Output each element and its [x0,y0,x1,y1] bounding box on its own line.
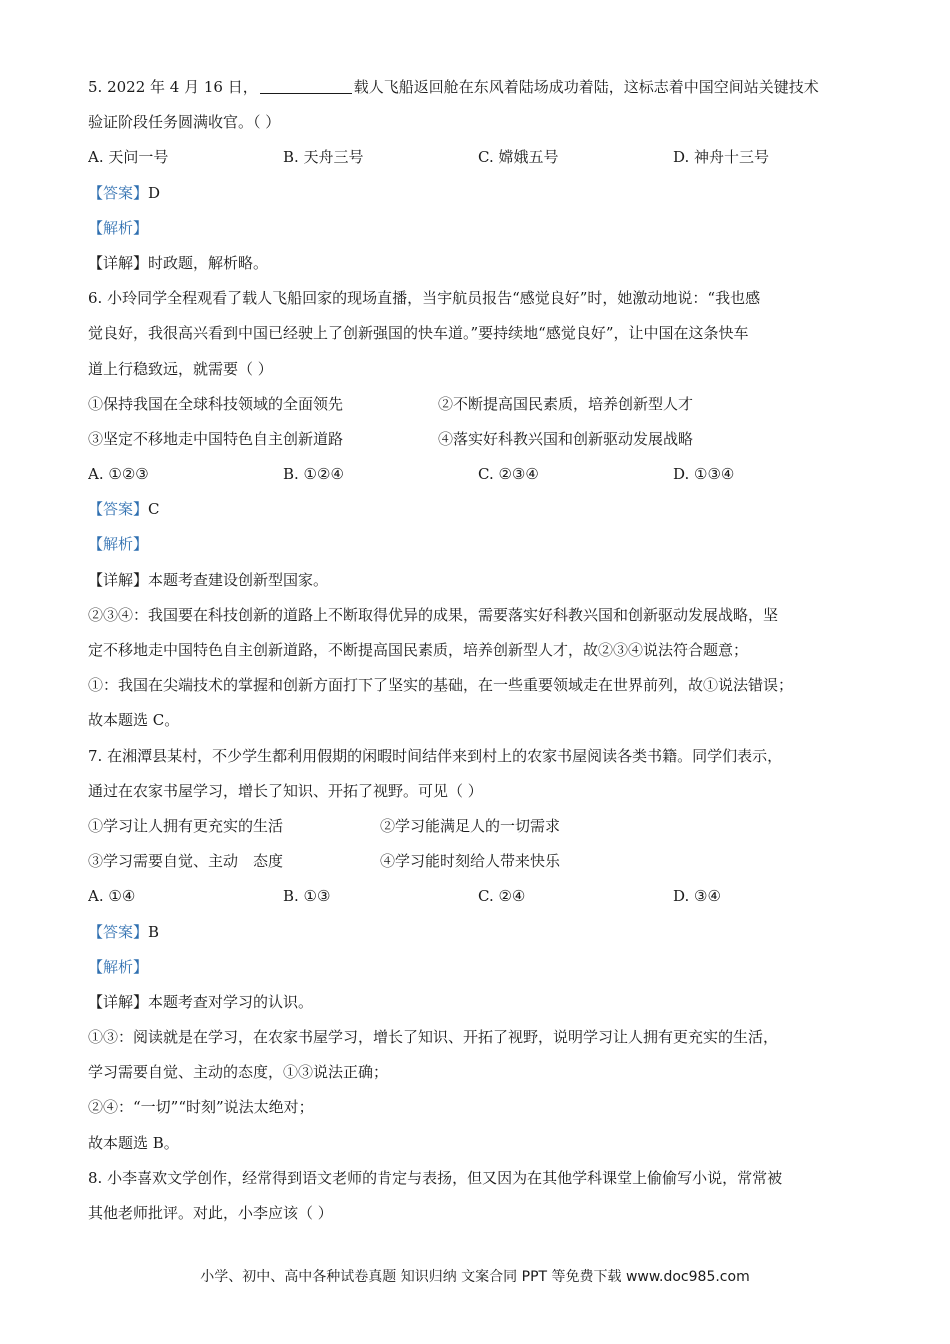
answer-value: D [148,183,161,202]
q6-statement-4: ④落实好科教兴国和创新驱动发展战略 [438,429,694,448]
detail-tag: 【详解】 [88,570,149,589]
exam-page [88,70,868,1231]
q5-option-a: A. 天问一号 [88,148,169,167]
q7-detail: 【详解】本题考查对学习的认识。 [88,992,314,1011]
q6-option-a: A. ①②③ [88,465,149,484]
q5-option-c: C. 嫦娥五号 [478,148,559,167]
q6-statement-3: ③坚定不移地走中国特色自主创新道路 [88,429,344,448]
q6-analysis [88,527,868,562]
q7-stem-line-1: 7. 在湘潭县某村，不少学生都利用假期的闲暇时间结伴来到村上的农家书屋阅读各类书籍。同学们表示， [88,746,783,765]
q6-explain-line-3: ①：我国在尖端技术的掌握和创新方面打下了坚实的基础，在一些重要领域走在世界前列，故①说法错误； [88,676,794,695]
page-footer: 小学、初中、高中各种试卷真题 知识归纳 文案合同 PPT 等免费下载 www.doc985.com [200,1269,750,1285]
answer-value: B [148,922,160,941]
q7-statement-1: ①学习让人拥有更充实的生活 [88,816,284,835]
q5-stem-line-2: 验证阶段任务圆满收官。（ ） [88,113,281,132]
q6-option-d: D. ①③④ [673,465,735,484]
analysis-tag: 【解析】 [88,535,149,554]
answer-tag: 【答案】 [88,500,149,519]
q7-explain-line-1: ①③：阅读就是在学习，在农家书屋学习，增长了知识、开拓了视野，说明学习让人拥有更充实的生活， [88,1028,779,1047]
q7-options [88,879,868,914]
answer-tag: 【答案】 [88,922,149,941]
q6-explain-line-2: 定不移地走中国特色自主创新道路，不断提高国民素质，培养创新型人才，故②③④说法符合题意； [88,641,749,659]
q7-statement-3: ③学习需要自觉、主动 态度 [88,852,284,871]
q7-explain-line-2: 学习需要自觉、主动的态度，①③说法正确； [88,1063,389,1082]
q7-analysis [88,950,868,985]
q5-answer [88,176,868,211]
q6-statements-row-1 [88,387,868,422]
q5-options [88,140,868,175]
detail-tag: 【详解】 [88,992,149,1011]
q5-stem-line-1: 5. 2022 年 4 月 16 日， 载人飞船返回舱在东风着陆场成功着陆，这标志着中国空间站关键技术 [88,70,868,105]
analysis-tag: 【解析】 [88,957,149,976]
q6-answer [88,492,868,527]
q7-stem-line-2: 通过在农家书屋学习，增长了知识、开拓了视野。可见（ ） [88,781,483,800]
q8-stem-line-1: 8. 小李喜欢文学创作，经常得到语文老师的肯定与表扬，但又因为在其他学科课堂上偷偷写小说，常常被 [88,1168,783,1187]
q7-statement-4: ④学习能时刻给人带来快乐 [380,852,561,871]
q7-statements-row-2 [88,844,868,879]
q6-stem-line-1: 6. 小玲同学全程观看了载人飞船回家的现场直播，当宇航员报告“感觉良好”时，她激动地说：“我也感 [88,289,761,308]
q6-stem-line-3: 道上行稳致远，就需要（ ） [88,359,273,378]
q6-statement-1: ①保持我国在全球科技领域的全面领先 [88,394,344,413]
q7-option-d: D. ③④ [673,887,721,906]
q7-explain-line-3: ②④：“一切”“时刻”说法太绝对； [88,1098,314,1117]
q7-statements-row-1 [88,809,868,844]
q6-statement-2: ②不断提高国民素质，培养创新型人才 [438,394,694,413]
q6-options [88,457,868,492]
q7-option-b: B. ①③ [283,887,331,906]
q7-statement-2: ②学习能满足人的一切需求 [380,816,561,835]
q8-stem-line-2: 其他老师批评。对此，小李应该（ ） [88,1204,333,1222]
q6-stem-line-2: 觉良好，我很高兴看到中国已经驶上了创新强国的快车道。”要持续地“感觉良好”，让中国在这条快车 [88,324,749,343]
q5-option-d: D. 神舟十三号 [673,148,770,167]
q5-option-b: B. 天舟三号 [283,148,364,167]
detail-tag: 【详解】 [88,253,149,272]
answer-tag: 【答案】 [88,183,149,202]
analysis-tag: 【解析】 [88,218,149,237]
q5-analysis [88,211,868,246]
q6-statements-row-2 [88,422,868,457]
q6-detail: 【详解】本题考查建设创新型国家。 [88,570,329,589]
q7-option-a: A. ①④ [88,887,136,906]
q6-explain-line-4: 故本题选 C。 [88,711,180,730]
q6-option-c: C. ②③④ [478,465,539,484]
q7-option-c: C. ②④ [478,887,526,906]
q7-explain-line-4: 故本题选 B。 [88,1133,179,1152]
answer-value: C [148,500,160,519]
q6-option-b: B. ①②④ [283,465,344,484]
q7-answer [88,915,868,950]
q6-explain-line-1: ②③④：我国要在科技创新的道路上不断取得优异的成果，需要落实好科教兴国和创新驱动发展战略，坚 [88,605,779,624]
q5-detail: 【详解】时政题，解析略。 [88,253,269,272]
fill-blank [260,75,352,94]
